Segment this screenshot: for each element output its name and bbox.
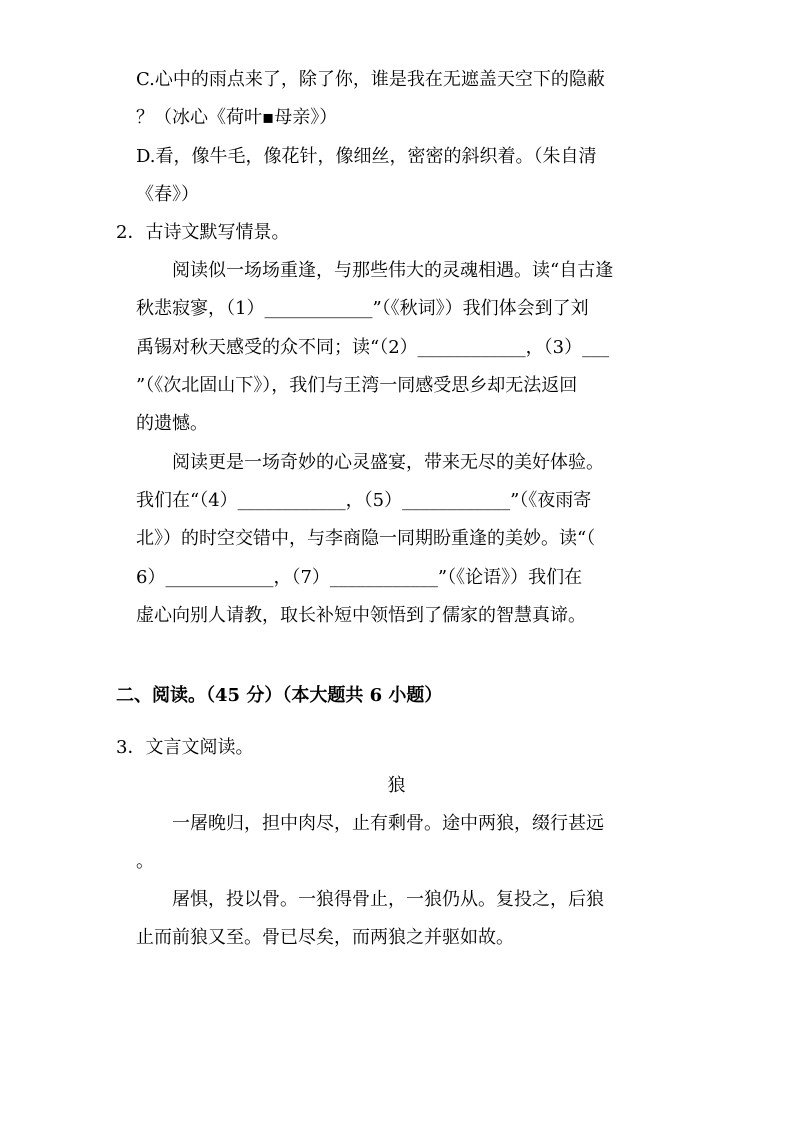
option-c-line-2: ？（冰心《荷叶▪母亲》） bbox=[136, 107, 338, 128]
q2-paragraph-1-line-5: 的遗憾。 bbox=[136, 413, 208, 434]
option-c-line-1: C.心中的雨点来了，除了你，谁是我在无遮盖天空下的隐蔽 bbox=[136, 69, 605, 90]
q2-paragraph-2-line-2: 我们在“（4）____________，（5）____________”（《夜雨寄 bbox=[136, 490, 592, 511]
passage-paragraph-1-line-1: 一屠晚归，担中肉尽，止有剩骨。途中两狼，缀行甚远 bbox=[172, 813, 604, 834]
passage-paragraph-2-line-2: 止而前狼又至。骨已尽矣，而两狼之并驱如故。 bbox=[136, 927, 514, 948]
option-d-line-2: 《春》） bbox=[136, 184, 199, 205]
q2-paragraph-2-line-1: 阅读更是一场奇妙的心灵盛宴，带来无尽的美好体验。 bbox=[172, 452, 604, 473]
question-2-title: 2．古诗文默写情景。 bbox=[116, 222, 290, 243]
q2-paragraph-2-line-5: 虚心向别人请教，取长补短中领悟到了儒家的智慧真谛。 bbox=[136, 605, 586, 626]
question-3-title: 3．文言文阅读。 bbox=[116, 737, 254, 758]
q2-paragraph-2-line-3: 北》）的时空交错中，与李商隐一同期盼重逢的美妙。读“（ bbox=[136, 528, 596, 549]
q2-paragraph-1-line-4: ”（《次北固山下》），我们与王湾一同感受思乡却无法返回 bbox=[136, 375, 578, 396]
q2-paragraph-1-line-1: 阅读似一场场重逢，与那些伟大的灵魂相遇。读“自古逢 bbox=[172, 260, 614, 281]
passage-paragraph-2-line-1: 屠惧，投以骨。一狼得骨止，一狼仍从。复投之，后狼 bbox=[172, 889, 604, 910]
passage-paragraph-1-line-2: 。 bbox=[136, 851, 154, 872]
q2-paragraph-2-line-4: 6）____________，（7）____________”（《论语》）我们在 bbox=[136, 567, 583, 588]
q2-paragraph-1-line-2: 秋悲寂寥，（1）____________”（《秋词》）我们体会到了刘 bbox=[136, 298, 589, 319]
option-d-line-1: D.看，像牛毛，像花针，像细丝，密密的斜织着。（朱自清 bbox=[136, 146, 597, 167]
passage-title: 狼 bbox=[387, 775, 406, 796]
q2-paragraph-1-line-3: 禹锡对秋天感受的众不同；读“（2）____________，（3）___ bbox=[136, 337, 610, 358]
section-2-heading: 二、阅读。（45 分）（本大题共 6 小题） bbox=[116, 685, 443, 706]
